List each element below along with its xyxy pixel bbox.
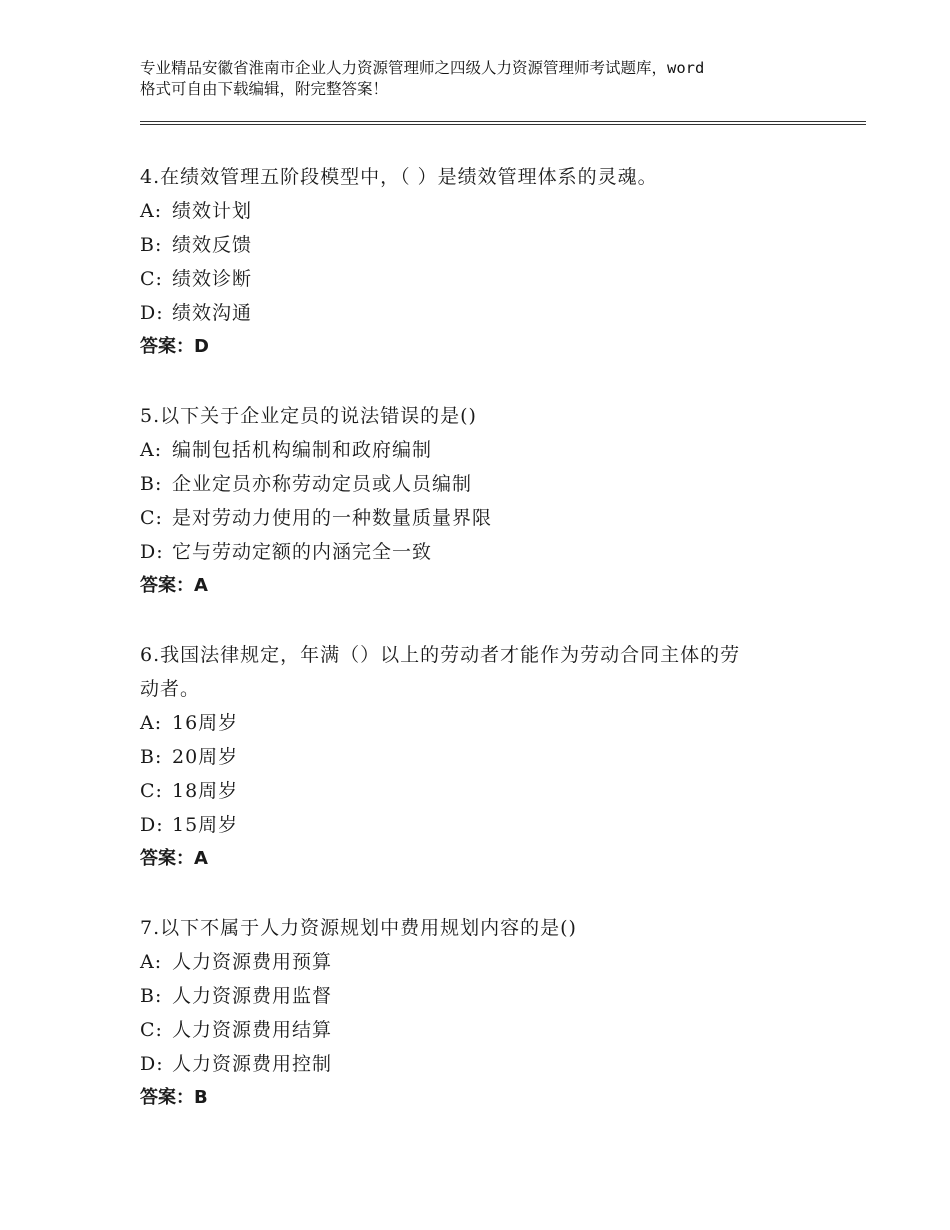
header-divider-bottom [140, 124, 866, 125]
option-key: B: [140, 234, 163, 256]
option-d [140, 296, 840, 330]
option-b [140, 228, 840, 262]
option-b [140, 467, 840, 501]
option-text: 人力资源费用控制 [172, 1053, 333, 1075]
option-text: 是对劳动力使用的一种数量质量界限 [172, 507, 493, 529]
document-header [140, 58, 840, 100]
option-text: 编制包括机构编制和政府编制 [172, 439, 433, 461]
option-text: 绩效计划 [172, 200, 253, 222]
question-stem: 4.在绩效管理五阶段模型中，（ ）是绩效管理体系的灵魂。 [140, 166, 658, 188]
header-line-1: 专业精品安徽省淮南市企业人力资源管理师之四级人力资源管理师考试题库，word [140, 59, 705, 77]
option-key: B: [140, 985, 163, 1007]
option-key: C: [140, 268, 163, 290]
option-key: B: [140, 746, 163, 768]
option-text: 它与劳动定额的内涵完全一致 [172, 541, 433, 563]
option-key: A: [140, 200, 163, 222]
option-c [140, 1013, 840, 1047]
option-a [140, 945, 840, 979]
option-text: 16周岁 [172, 712, 239, 734]
option-key: D: [140, 1053, 164, 1075]
answer-label: 答案：B [140, 1087, 208, 1108]
option-a [140, 194, 840, 228]
option-text: 绩效沟通 [172, 302, 253, 324]
option-text: 人力资源费用预算 [172, 951, 333, 973]
option-text: 绩效反馈 [172, 234, 253, 256]
answer-label: 答案：D [140, 336, 209, 357]
question-stem-line-1: 6.我国法律规定，年满（）以上的劳动者才能作为劳动合同主体的劳 [140, 644, 741, 666]
option-d [140, 535, 840, 569]
option-text: 企业定员亦称劳动定员或人员编制 [172, 473, 473, 495]
option-a [140, 433, 840, 467]
question-stem-line-2: 动者。 [140, 678, 201, 700]
option-key: C: [140, 1019, 163, 1041]
option-text: 18周岁 [172, 780, 239, 802]
option-key: D: [140, 541, 164, 563]
answer-label: 答案：A [140, 848, 208, 869]
question-stem: 7.以下不属于人力资源规划中费用规划内容的是() [140, 917, 577, 939]
question-stem: 5.以下关于企业定员的说法错误的是() [140, 405, 477, 427]
option-key: A: [140, 951, 163, 973]
header-divider-top [140, 121, 866, 122]
question-7 [140, 911, 840, 1115]
answer-label: 答案：A [140, 575, 208, 596]
option-key: A: [140, 712, 163, 734]
option-b [140, 979, 840, 1013]
option-c [140, 774, 840, 808]
option-text: 绩效诊断 [172, 268, 253, 290]
option-key: D: [140, 302, 164, 324]
header-line-2: 格式可自由下载编辑，附完整答案！ [140, 80, 389, 98]
option-b [140, 740, 840, 774]
option-a [140, 706, 840, 740]
question-4 [140, 160, 840, 364]
option-text: 人力资源费用监督 [172, 985, 333, 1007]
option-key: B: [140, 473, 163, 495]
question-5 [140, 399, 840, 603]
option-c [140, 262, 840, 296]
option-text: 人力资源费用结算 [172, 1019, 333, 1041]
option-key: C: [140, 507, 163, 529]
option-key: C: [140, 780, 163, 802]
option-text: 20周岁 [172, 746, 239, 768]
option-key: A: [140, 439, 163, 461]
option-d [140, 1047, 840, 1081]
option-d [140, 808, 840, 842]
option-key: D: [140, 814, 164, 836]
option-text: 15周岁 [172, 814, 239, 836]
question-6 [140, 638, 840, 876]
option-c [140, 501, 840, 535]
